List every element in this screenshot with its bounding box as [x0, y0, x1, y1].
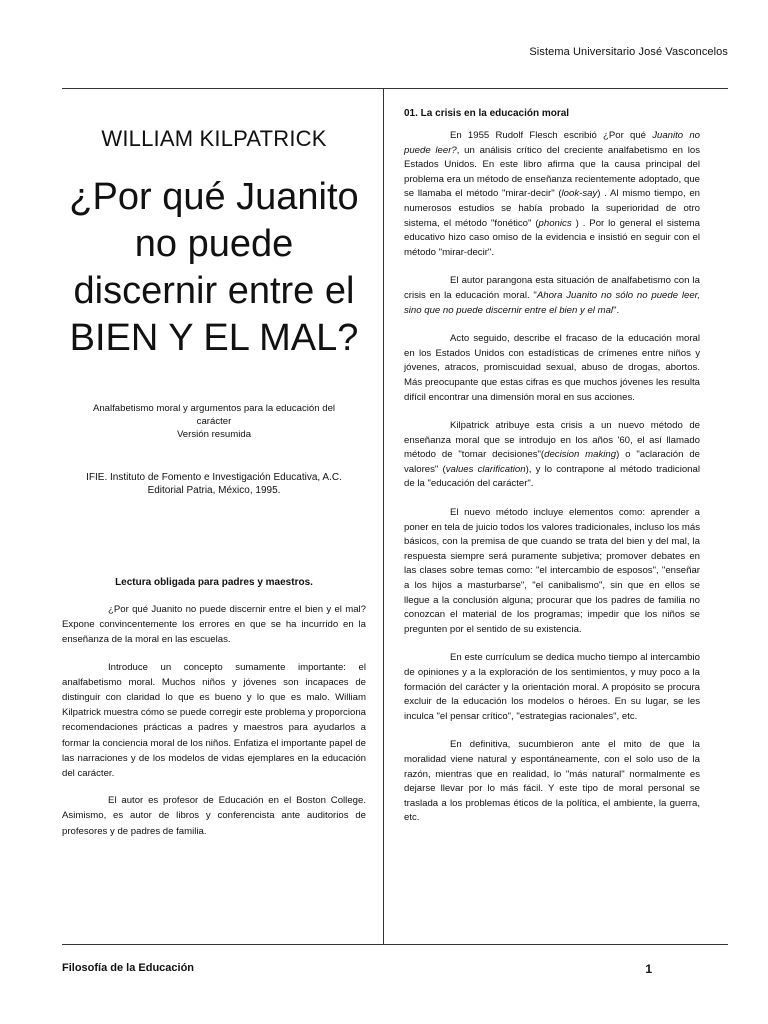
publisher-info: [62, 471, 366, 497]
footer-course-title: Filosofía de la Educación: [62, 962, 195, 974]
header-institution: Sistema Universitario José Vasconcelos: [529, 46, 728, 58]
subtitle-line-1: Analfabetismo moral y argumentos para la educación del: [92, 403, 336, 414]
p1-text-c: , un análisis crítico del creciente analfabetismo en los Estados Unidos. En este libro afirma que la causa principal del problema era un método de enseñanza recientemente adoptado, que se llamaba el método "mirar-decir" (: [404, 144, 701, 200]
p2-italic-quote: Ahora Juanito no sólo no puede leer, sino que no puede discernir entre el bien y el mal: [404, 289, 700, 316]
p4-italic-decision-making: decision making: [544, 449, 617, 461]
intro-paragraph-3: El autor es profesor de Educación en el Boston College. Asimismo, es autor de libros y conferencista ante auditorios de profesores y de padres de familia.: [62, 795, 366, 837]
p1-text-e: ) . Al mismo tiempo, en numerosos estudios se había probado la superioridad de otro sistema, el método "fonético" (: [404, 188, 700, 229]
right-column: [404, 108, 700, 826]
publisher-line-1: IFIE. Instituto de Fomento e Investigación Educativa, A.C.: [86, 472, 342, 483]
body-paragraph-2: [404, 274, 700, 318]
p2-text-a: El autor parangona esta situación de analfabetismo con la crisis en la educación moral. ": [404, 275, 700, 301]
book-title-line-2: no puede: [134, 223, 294, 265]
p1-italic-phonics: phonics: [538, 217, 572, 229]
p1-text-g: ) . Por lo general el sistema educativo hizo caso omiso de la evidencia e insistió en seguir con el método "mirar-decir".: [404, 217, 700, 258]
intro-paragraph-1: ¿Por qué Juanito no puede discernir entre el bien y el mal? Expone convincentemente los errores en que se ha incurrido en la enseñanza de la moral en las escuelas.: [62, 604, 366, 646]
section-heading: 01. La crisis en la educación moral: [404, 108, 570, 119]
footer-rule: [62, 944, 728, 945]
subtitle-line-2: carácter: [196, 416, 232, 427]
body-paragraph-1: [404, 129, 700, 260]
book-title-line-1: ¿Por qué Juanito: [69, 176, 359, 218]
book-subtitle: [62, 402, 366, 441]
page-number: 1: [645, 962, 652, 976]
column-divider: [383, 88, 384, 944]
p4-text-c: ) o "aclaración de valores" (: [404, 449, 700, 475]
intro-paragraph-2: Introduce un concepto sumamente importante: el analfabetismo moral. Muchos niños y jóvenes son incapaces de distinguir con claridad lo que es bueno y lo que es malo. William Kilpatrick muestra cómo se puede corregir este problema y proporciona recomendaciones prácticas a padres y maestros para ayudarlos a formar la conciencia moral de los niños. Enfatiza el importante papel de las narraciones y de los modelos de vidas ejemplares en la educación del carácter.: [62, 661, 366, 780]
publisher-line-2: Editorial Patria, México, 1995.: [147, 485, 281, 496]
p4-text-a: Kilpatrick atribuye esta crisis a un nuevo método de enseñanza moral que se introdujo en los años '60, el así llamado método de "tomar decisiones"(: [404, 420, 700, 461]
left-column: [62, 120, 366, 839]
body-paragraph-7: En definitiva, sucumbieron ante el mito de que la moralidad viene natural y espontáneamente, con el solo uso de la razón, mientras que en realidad, lo "más natural" normalmente es dejarse llevar por lo más fácil. Y este tipo de moral personal se traslada a los problemas éticos de la política, el ambiente, la guerra, etc.: [404, 739, 700, 824]
p4-text-e: ), y lo contrapone al método tradicional de la "educación del carácter".: [404, 463, 700, 490]
author-name: WILLIAM KILPATRICK: [101, 126, 327, 151]
body-paragraph-4: [404, 419, 700, 492]
subtitle-line-3: Versión resumida: [176, 429, 252, 440]
book-title-line-4: BIEN Y EL MAL?: [69, 317, 359, 359]
body-paragraph-5: El nuevo método incluye elementos como: aprender a poner en tela de juicio todos los valores tradicionales, incluso los más básicos, con la premisa de que cuando se trata del bien y del mal, la respuesta siempre será puramente subjetiva; promover debates en las clases sobre temas como: "el intercambio de esposos", "enseñar a los hijos a masturbarse", "el canibalismo", sin que en ellos se llegue a la conclusión alguna; procurar que los padres de familia no conozcan el material de los programas; impedir que los niños se pregunten por el sentido de su existencia.: [404, 507, 700, 635]
p1-italic-book-title: Juanito no puede leer?: [404, 130, 700, 156]
book-title: [62, 174, 366, 362]
book-title-line-3: discernir entre el: [73, 270, 355, 312]
body-paragraph-3: Acto seguido, describe el fracaso de la educación moral en los Estados Unidos con estadísticas de crímenes entre niños y jóvenes, atracos, promiscuidad sexual, abuso de drogas, abortos. Más preocupante que estas cifras es que muchos jóvenes les resulta difícil encontrar una dimensión moral en sus acciones.: [404, 333, 700, 403]
p2-text-c: ".: [613, 304, 620, 316]
mandatory-reading-heading: Lectura obligada para padres y maestros.: [115, 577, 313, 588]
p4-italic-values-clarification: values clarification: [445, 463, 526, 475]
body-paragraph-6: En este currículum se dedica mucho tiempo al intercambio de opiniones y a la exploración de los sentimientos, y muy poco a la formación del carácter y la orientación moral. A propósito se procura excluir de la educación los modelos o héroes. En su lugar, se les inculca "el pensar crítico", "estrategias racionales", etc.: [404, 652, 700, 722]
header-rule: [62, 88, 728, 89]
p1-text-a: En 1955 Rudolf Flesch escribió ¿Por qué: [450, 130, 653, 141]
p1-italic-look-say: look-say: [561, 188, 598, 200]
